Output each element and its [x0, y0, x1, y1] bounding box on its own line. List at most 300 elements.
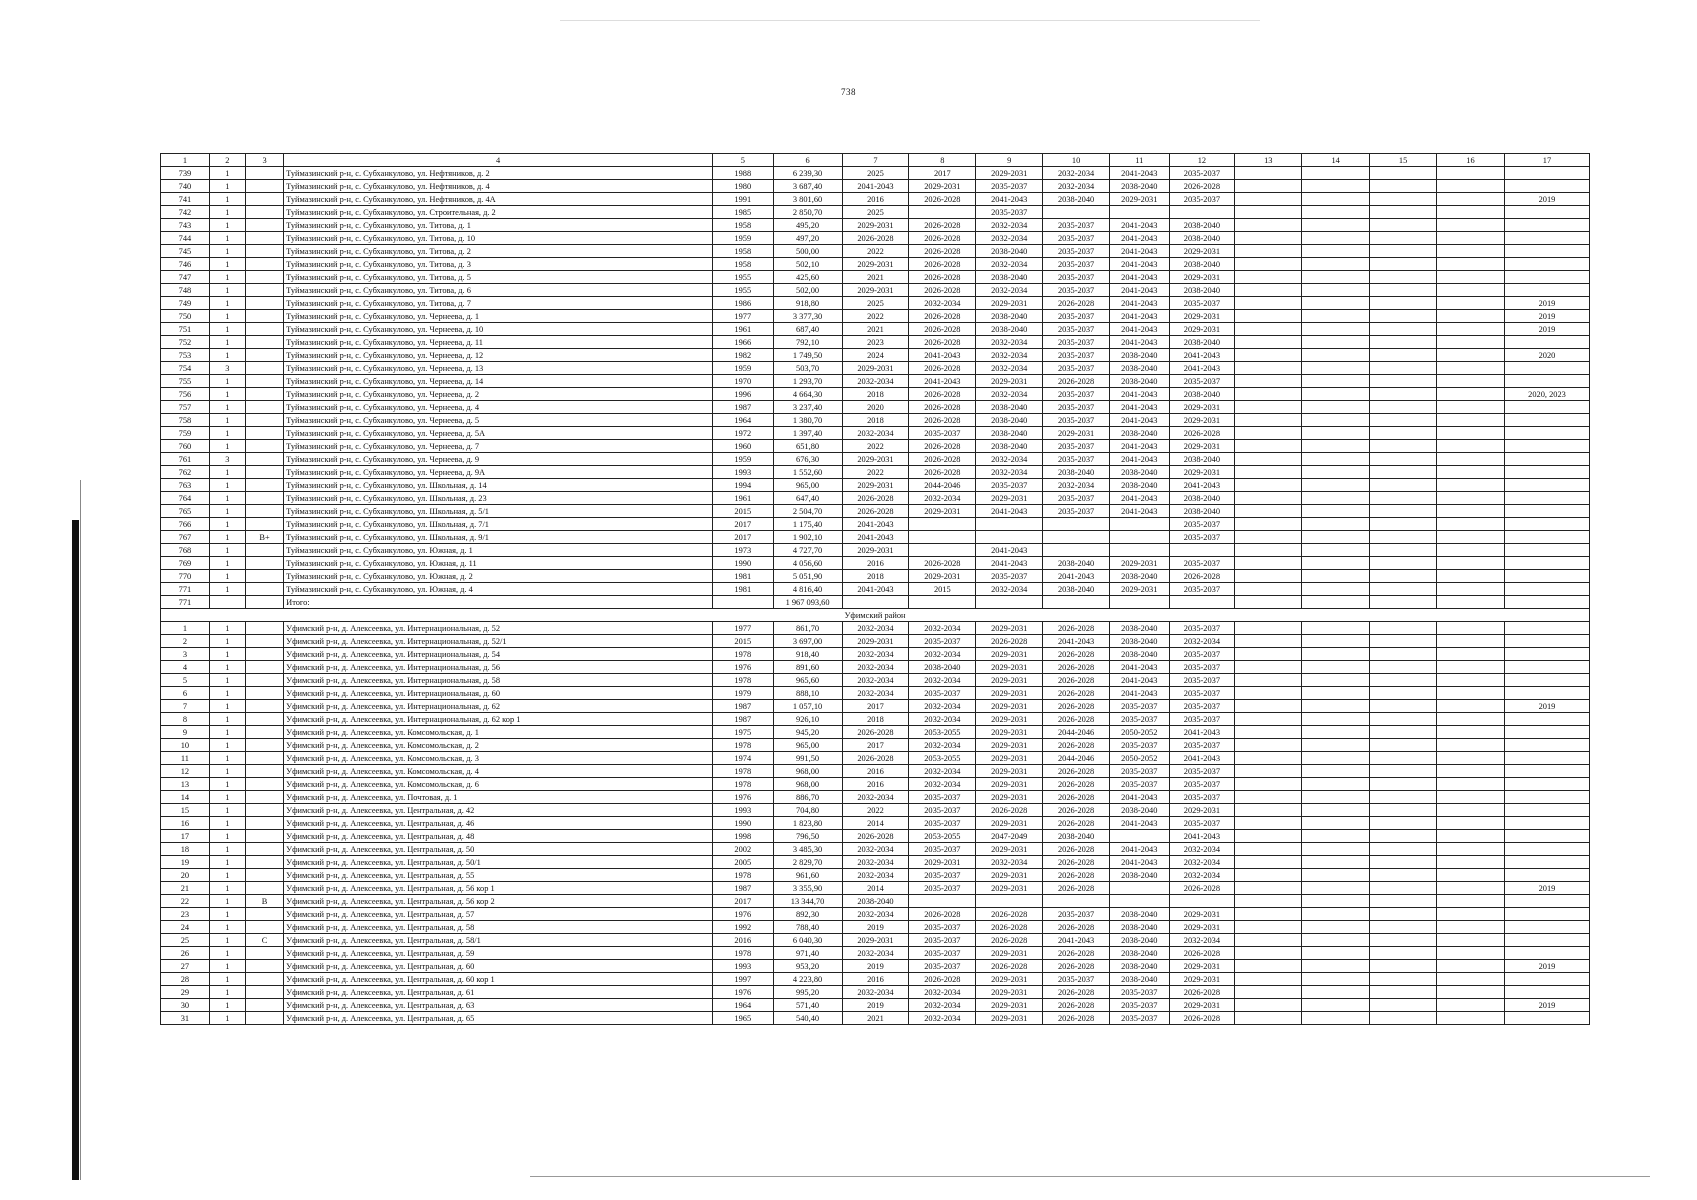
address-cell: Туймазинский р-н, с. Субханкулово, ул. Нефтяников, д. 4А	[284, 193, 713, 206]
table-cell	[1235, 440, 1302, 453]
table-cell	[1043, 895, 1110, 908]
table-cell: 2026-2028	[909, 908, 976, 921]
table-cell: 2029-2031	[909, 180, 976, 193]
table-cell	[909, 544, 976, 557]
table-cell: 2026-2028	[976, 635, 1043, 648]
address-cell: Уфимский р-н, д. Алексеевка, ул. Центральная, д. 60 кор 1	[284, 973, 713, 986]
table-row	[161, 687, 1590, 700]
table-cell: 2032-2034	[976, 856, 1043, 869]
table-cell: 2029-2031	[909, 570, 976, 583]
table-cell	[1302, 934, 1370, 947]
table-cell: 1	[209, 570, 245, 583]
table-cell	[1437, 232, 1505, 245]
table-cell	[1370, 583, 1437, 596]
table-cell	[1302, 167, 1370, 180]
table-cell	[1235, 895, 1302, 908]
table-cell: 971,40	[773, 947, 842, 960]
table-cell	[1169, 895, 1235, 908]
table-cell: 2041-2043	[1169, 752, 1235, 765]
table-cell	[245, 973, 283, 986]
table-cell: 2035-2037	[1043, 349, 1110, 362]
table-row	[161, 557, 1590, 570]
table-cell: 2035-2037	[1110, 739, 1169, 752]
table-cell: 5 051,90	[773, 570, 842, 583]
table-cell: 2032-2034	[842, 427, 909, 440]
table-cell	[1302, 466, 1370, 479]
table-cell: 2041-2043	[1110, 505, 1169, 518]
table-cell: 2041-2043	[1169, 362, 1235, 375]
table-cell: 2026-2028	[1169, 986, 1235, 999]
table-cell	[1437, 726, 1505, 739]
table-cell: 2041-2043	[1043, 934, 1110, 947]
address-cell: Туймазинский р-н, с. Субханкулово, ул. Чернеева, д. 14	[284, 375, 713, 388]
table-row	[161, 765, 1590, 778]
table-cell	[1302, 310, 1370, 323]
table-cell: 744	[161, 232, 210, 245]
table-cell: 2026-2028	[976, 921, 1043, 934]
table-cell: 2035-2037	[1043, 245, 1110, 258]
table-cell	[1370, 596, 1437, 609]
table-cell: 2035-2037	[909, 882, 976, 895]
table-cell: 2035-2037	[1169, 583, 1235, 596]
table-cell: 2035-2037	[1169, 518, 1235, 531]
table-row	[161, 752, 1590, 765]
table-cell: 2035-2037	[909, 817, 976, 830]
table-cell	[1437, 557, 1505, 570]
table-cell: 2029-2031	[842, 258, 909, 271]
table-cell	[1302, 739, 1370, 752]
table-cell	[1235, 778, 1302, 791]
table-row	[161, 739, 1590, 752]
table-cell	[1504, 726, 1589, 739]
table-cell: 2029-2031	[1043, 427, 1110, 440]
table-cell: 1976	[713, 908, 774, 921]
table-cell: 3 801,60	[773, 193, 842, 206]
table-cell	[1302, 726, 1370, 739]
table-cell	[1370, 622, 1437, 635]
table-cell: 2026-2028	[1043, 739, 1110, 752]
table-cell	[1370, 791, 1437, 804]
table-cell: 771	[161, 583, 210, 596]
table-cell: 1987	[713, 882, 774, 895]
table-cell	[1437, 947, 1505, 960]
table-cell: 1981	[713, 583, 774, 596]
table-cell: 2032-2034	[842, 791, 909, 804]
table-cell: 2035-2037	[1169, 557, 1235, 570]
table-cell: 3 485,30	[773, 843, 842, 856]
table-cell: 1	[209, 232, 245, 245]
table-cell	[1437, 817, 1505, 830]
table-cell: 953,20	[773, 960, 842, 973]
address-cell: Уфимский р-н, д. Алексеевка, ул. Интернациональная, д. 60	[284, 687, 713, 700]
table-cell	[1235, 739, 1302, 752]
table-cell: 2026-2028	[1043, 960, 1110, 973]
table-cell: 945,20	[773, 726, 842, 739]
table-cell: 749	[161, 297, 210, 310]
table-cell: 2032-2034	[1169, 635, 1235, 648]
table-cell	[1437, 349, 1505, 362]
table-cell: 2035-2037	[1169, 375, 1235, 388]
table-cell: 2035-2037	[909, 921, 976, 934]
table-cell: 2038-2040	[976, 245, 1043, 258]
table-cell	[1235, 1012, 1302, 1025]
table-cell: 29	[161, 986, 210, 999]
table-cell: 2002	[713, 843, 774, 856]
table-cell	[1235, 167, 1302, 180]
table-cell	[1370, 973, 1437, 986]
address-cell: Туймазинский р-н, с. Субханкулово, ул. Школьная, д. 5/1	[284, 505, 713, 518]
table-cell	[245, 284, 283, 297]
table-cell: 13 344,70	[773, 895, 842, 908]
table-cell: 965,00	[773, 479, 842, 492]
housing-repair-schedule-table	[160, 153, 1590, 1025]
table-cell: 2038-2040	[1043, 466, 1110, 479]
table-cell	[1370, 921, 1437, 934]
table-cell: 2032-2034	[909, 778, 976, 791]
table-cell	[1504, 492, 1589, 505]
table-cell: 2029-2031	[976, 375, 1043, 388]
table-cell: 2029-2031	[976, 791, 1043, 804]
table-cell	[1370, 388, 1437, 401]
table-cell	[1504, 167, 1589, 180]
table-row	[161, 674, 1590, 687]
table-cell: 23	[161, 908, 210, 921]
table-cell: 751	[161, 323, 210, 336]
table-row	[161, 570, 1590, 583]
table-cell	[1370, 427, 1437, 440]
table-row	[161, 635, 1590, 648]
table-cell: 27	[161, 960, 210, 973]
table-cell: 2038-2040	[1110, 180, 1169, 193]
table-cell	[1235, 635, 1302, 648]
table-cell	[245, 388, 283, 401]
table-cell: 1 749,50	[773, 349, 842, 362]
table-cell: 1978	[713, 778, 774, 791]
table-cell	[1110, 882, 1169, 895]
table-cell	[1437, 713, 1505, 726]
table-cell	[1504, 674, 1589, 687]
table-cell	[1235, 336, 1302, 349]
table-cell: 2026-2028	[909, 557, 976, 570]
table-cell: 2026-2028	[909, 973, 976, 986]
page-number: 738	[841, 87, 856, 97]
table-cell	[1235, 830, 1302, 843]
table-cell: 1990	[713, 817, 774, 830]
table-cell: 2029-2031	[1169, 804, 1235, 817]
table-cell	[1370, 908, 1437, 921]
table-cell: 2035-2037	[909, 635, 976, 648]
table-cell	[1437, 635, 1505, 648]
table-cell: 2035-2037	[1043, 362, 1110, 375]
table-cell	[1370, 349, 1437, 362]
table-cell: 2029-2031	[1110, 193, 1169, 206]
table-cell	[1437, 752, 1505, 765]
table-cell	[1504, 947, 1589, 960]
table-cell	[1437, 375, 1505, 388]
table-cell: 2041-2043	[1110, 271, 1169, 284]
table-cell: 2032-2034	[1169, 843, 1235, 856]
table-cell: 2038-2040	[1110, 427, 1169, 440]
table-cell	[1437, 986, 1505, 999]
table-row	[161, 869, 1590, 882]
table-cell	[1504, 856, 1589, 869]
table-cell: 2026-2028	[909, 362, 976, 375]
table-cell: 2021	[842, 271, 909, 284]
table-cell: 2035-2037	[1110, 1012, 1169, 1025]
table-cell	[1110, 206, 1169, 219]
table-cell: 2029-2031	[976, 700, 1043, 713]
table-cell	[1370, 1012, 1437, 1025]
table-cell: 2047-2049	[976, 830, 1043, 843]
table-cell: 1961	[713, 492, 774, 505]
table-cell: 2041-2043	[1110, 323, 1169, 336]
table-cell: 2017	[713, 518, 774, 531]
table-cell	[1370, 817, 1437, 830]
table-cell: 2005	[713, 856, 774, 869]
table-cell: 1978	[713, 674, 774, 687]
table-cell: 2026-2028	[976, 934, 1043, 947]
table-cell	[1302, 1012, 1370, 1025]
table-cell	[1437, 700, 1505, 713]
table-cell	[245, 271, 283, 284]
table-cell: 742	[161, 206, 210, 219]
table-cell: 2032-2034	[842, 843, 909, 856]
table-cell	[1437, 440, 1505, 453]
region-title: Уфимский район	[161, 609, 1590, 622]
table-cell	[245, 882, 283, 895]
table-cell	[1302, 479, 1370, 492]
table-cell: 1	[209, 804, 245, 817]
table-cell: 495,20	[773, 219, 842, 232]
table-cell: 2032-2034	[909, 622, 976, 635]
table-cell: 2041-2043	[1110, 440, 1169, 453]
table-cell: 3	[161, 648, 210, 661]
table-cell: 2026-2028	[1043, 947, 1110, 960]
table-cell	[1302, 830, 1370, 843]
table-cell	[1235, 492, 1302, 505]
address-cell: Уфимский р-н, д. Алексеевка, ул. Комсомольская, д. 1	[284, 726, 713, 739]
table-cell: 2035-2037	[1169, 648, 1235, 661]
table-row	[161, 778, 1590, 791]
table-cell	[1302, 544, 1370, 557]
table-cell	[1370, 804, 1437, 817]
table-row	[161, 973, 1590, 986]
table-cell	[1370, 180, 1437, 193]
table-cell	[909, 596, 976, 609]
table-cell: 2029-2031	[976, 739, 1043, 752]
table-row	[161, 791, 1590, 804]
table-cell: 2053-2055	[909, 726, 976, 739]
table-cell: 2026-2028	[1043, 1012, 1110, 1025]
table-cell: 2019	[842, 999, 909, 1012]
table-cell	[1437, 1012, 1505, 1025]
table-cell: 3	[209, 362, 245, 375]
table-cell: 2029-2031	[1169, 245, 1235, 258]
table-cell: 1	[209, 895, 245, 908]
table-cell	[209, 596, 245, 609]
table-cell: 1	[209, 258, 245, 271]
table-cell: 2038-2040	[1110, 648, 1169, 661]
table-cell: 926,10	[773, 713, 842, 726]
table-cell: 2029-2031	[842, 284, 909, 297]
table-cell	[245, 622, 283, 635]
table-cell	[1370, 310, 1437, 323]
table-cell: 2035-2037	[1043, 323, 1110, 336]
table-cell: 2029-2031	[976, 1012, 1043, 1025]
table-cell	[1302, 206, 1370, 219]
table-cell	[1370, 557, 1437, 570]
table-cell	[1235, 999, 1302, 1012]
address-cell: Уфимский р-н, д. Алексеевка, ул. Интернациональная, д. 58	[284, 674, 713, 687]
table-cell: 2029-2031	[976, 986, 1043, 999]
address-cell: Туймазинский р-н, с. Субханкулово, ул. Титова, д. 1	[284, 219, 713, 232]
table-cell	[245, 310, 283, 323]
table-cell: 2029-2031	[1169, 414, 1235, 427]
table-cell: 2 850,70	[773, 206, 842, 219]
housing-repair-schedule-table-wrapper	[160, 153, 1590, 1025]
table-cell	[1110, 830, 1169, 843]
table-cell: В+	[245, 531, 283, 544]
table-cell: 2038-2040	[1110, 960, 1169, 973]
table-cell: 2041-2043	[1110, 687, 1169, 700]
table-cell: 2	[161, 635, 210, 648]
table-cell: 1	[209, 245, 245, 258]
address-cell: Туймазинский р-н, с. Субханкулово, ул. Южная, д. 1	[284, 544, 713, 557]
table-cell	[1504, 180, 1589, 193]
table-cell: 2038-2040	[1110, 570, 1169, 583]
table-cell: 2038-2040	[1110, 622, 1169, 635]
table-cell: 739	[161, 167, 210, 180]
table-cell: 2026-2028	[1043, 986, 1110, 999]
table-cell: 2032-2034	[1169, 869, 1235, 882]
table-cell: 30	[161, 999, 210, 1012]
address-cell: Уфимский р-н, д. Алексеевка, ул. Комсомольская, д. 6	[284, 778, 713, 791]
table-cell: 1997	[713, 973, 774, 986]
table-cell	[1504, 765, 1589, 778]
table-cell	[245, 362, 283, 375]
table-cell: 2041-2043	[1110, 336, 1169, 349]
table-cell: 2026-2028	[909, 310, 976, 323]
table-cell	[245, 921, 283, 934]
table-cell	[1235, 258, 1302, 271]
table-cell: 2026-2028	[1043, 375, 1110, 388]
table-cell	[1437, 674, 1505, 687]
table-cell: 1	[209, 700, 245, 713]
table-cell: 1	[209, 297, 245, 310]
table-cell	[1437, 206, 1505, 219]
table-cell: 1958	[713, 245, 774, 258]
table-cell	[1437, 297, 1505, 310]
table-cell	[245, 245, 283, 258]
table-cell	[1370, 258, 1437, 271]
table-cell: 2026-2028	[842, 726, 909, 739]
table-cell	[245, 297, 283, 310]
table-cell: 2041-2043	[909, 375, 976, 388]
table-cell: 2029-2031	[976, 882, 1043, 895]
table-row	[161, 193, 1590, 206]
table-cell	[1302, 622, 1370, 635]
table-cell: 2032-2034	[909, 700, 976, 713]
table-cell: 2032-2034	[842, 622, 909, 635]
table-cell: 2038-2040	[976, 427, 1043, 440]
address-cell: Туймазинский р-н, с. Субханкулово, ул. Титова, д. 7	[284, 297, 713, 310]
table-cell	[1504, 687, 1589, 700]
table-cell: 2029-2031	[842, 219, 909, 232]
table-cell: 2038-2040	[976, 310, 1043, 323]
table-cell: 756	[161, 388, 210, 401]
table-row	[161, 375, 1590, 388]
table-cell	[1437, 869, 1505, 882]
table-cell: 2032-2034	[976, 466, 1043, 479]
table-cell: 2038-2040	[1043, 193, 1110, 206]
table-cell: 2041-2043	[842, 583, 909, 596]
table-cell: 1978	[713, 869, 774, 882]
table-cell	[1437, 739, 1505, 752]
table-cell	[245, 258, 283, 271]
scan-artifact-line	[560, 20, 1260, 21]
table-cell	[1370, 700, 1437, 713]
table-cell	[1302, 388, 1370, 401]
table-cell	[245, 414, 283, 427]
column-header: 15	[1370, 154, 1437, 167]
table-cell: 2035-2037	[909, 687, 976, 700]
table-cell: 1 397,40	[773, 427, 842, 440]
table-cell: 2038-2040	[1169, 336, 1235, 349]
table-cell	[1370, 843, 1437, 856]
table-cell: 2035-2037	[976, 479, 1043, 492]
table-cell: 1	[209, 544, 245, 557]
table-cell	[245, 869, 283, 882]
table-cell	[245, 739, 283, 752]
table-cell	[1370, 986, 1437, 999]
table-cell: 965,60	[773, 674, 842, 687]
table-cell	[1302, 570, 1370, 583]
table-cell	[245, 440, 283, 453]
table-cell	[1235, 700, 1302, 713]
table-cell	[1437, 830, 1505, 843]
table-cell: 2035-2037	[976, 206, 1043, 219]
table-cell: 1	[209, 310, 245, 323]
table-cell	[1302, 492, 1370, 505]
table-cell: 2035-2037	[1169, 193, 1235, 206]
table-cell: 6 040,30	[773, 934, 842, 947]
table-cell	[1302, 648, 1370, 661]
table-cell	[245, 700, 283, 713]
table-cell: 1	[209, 375, 245, 388]
table-cell: 1959	[713, 232, 774, 245]
table-cell: 1	[209, 843, 245, 856]
table-cell	[1302, 869, 1370, 882]
table-cell	[1504, 271, 1589, 284]
address-cell: Уфимский р-н, д. Алексеевка, ул. Комсомольская, д. 4	[284, 765, 713, 778]
table-cell: 2038-2040	[1169, 258, 1235, 271]
table-cell: 2032-2034	[976, 388, 1043, 401]
table-cell: 1	[209, 206, 245, 219]
table-cell: 1	[209, 947, 245, 960]
table-cell	[1437, 999, 1505, 1012]
table-cell: 2035-2037	[1043, 505, 1110, 518]
table-cell: 2029-2031	[976, 713, 1043, 726]
table-cell: 2035-2037	[1110, 713, 1169, 726]
table-cell	[1302, 180, 1370, 193]
table-cell	[1437, 219, 1505, 232]
table-cell: 2026-2028	[909, 466, 976, 479]
address-cell: Уфимский р-н, д. Алексеевка, ул. Интернациональная, д. 56	[284, 661, 713, 674]
table-cell: 2029-2031	[976, 843, 1043, 856]
table-cell	[909, 206, 976, 219]
table-cell	[1302, 401, 1370, 414]
table-cell: 1	[209, 479, 245, 492]
